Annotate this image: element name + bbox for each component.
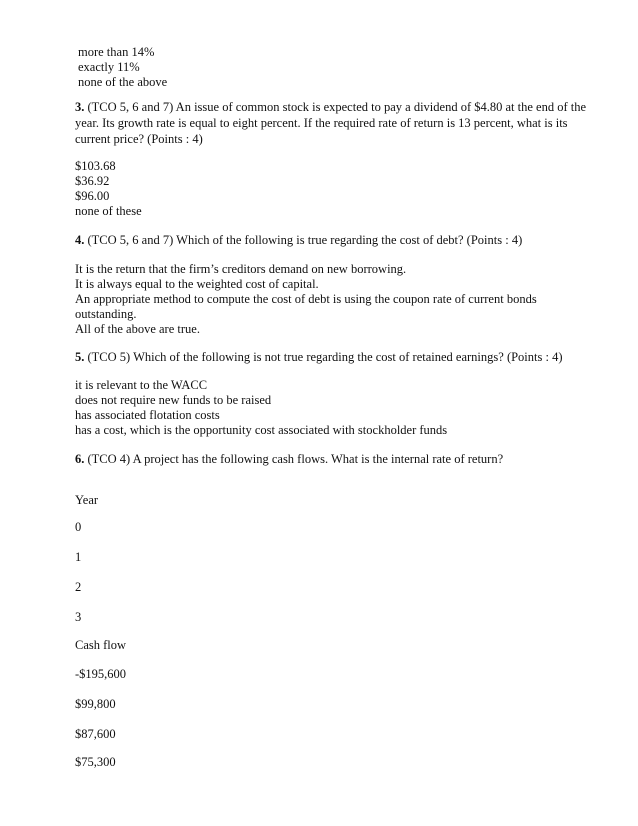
- q2-option-2: exactly 11%: [78, 60, 140, 74]
- q5-option-1: it is relevant to the WACC: [75, 378, 208, 392]
- q4-option-4: All of the above are true.: [75, 322, 200, 336]
- q3-option-3: $96.00: [75, 189, 110, 203]
- q3-text-1: (TCO 5, 6 and 7) An issue of common stock is expected to pay a dividend of $4.80 at the end of the: [84, 100, 587, 114]
- q4-question: [75, 233, 522, 248]
- q6-cash-flow-0: -$195,600: [75, 667, 127, 681]
- q5-text: (TCO 5) Which of the following is not true regarding the cost of retained earnings? (Points : 4): [84, 350, 563, 364]
- q6-cash-label: Cash flow: [75, 638, 127, 652]
- q3-text-3: current price? (Points : 4): [75, 132, 203, 146]
- q4-option-3: An appropriate method to compute the cost of debt is using the coupon rate of current bonds: [75, 292, 537, 306]
- q5-option-2: does not require new funds to be raised: [75, 393, 272, 407]
- q6-year-0: 0: [75, 520, 82, 534]
- q4-text: (TCO 5, 6 and 7) Which of the following is true regarding the cost of debt? (Points : 4): [84, 233, 523, 247]
- q6-year-1: 1: [75, 550, 82, 564]
- q6-cash-flow-2: $87,600: [75, 727, 116, 741]
- q6-year-label: Year: [75, 493, 99, 507]
- q3-option-1: $103.68: [75, 159, 116, 173]
- q5-option-3: has associated flotation costs: [75, 408, 220, 422]
- q4-number: 4.: [75, 233, 85, 247]
- q3-option-4: none of these: [75, 204, 142, 218]
- q4-option-1: It is the return that the firm’s creditors demand on new borrowing.: [75, 262, 407, 276]
- q6-question: [75, 452, 503, 467]
- q5-question: [75, 350, 563, 365]
- q2-option-3: none of the above: [78, 75, 168, 89]
- q4-option-2: It is always equal to the weighted cost of capital.: [75, 277, 319, 291]
- q5-option-4: has a cost, which is the opportunity cost associated with stockholder funds: [75, 423, 448, 437]
- q6-cash-flow-1: $99,800: [75, 697, 116, 711]
- q6-text: (TCO 4) A project has the following cash flows. What is the internal rate of return?: [84, 452, 504, 466]
- q3-text-2: year. Its growth rate is equal to eight percent. If the required rate of return is 13 percent, what is its: [75, 116, 568, 130]
- q3-option-2: $36.92: [75, 174, 110, 188]
- q6-number: 6.: [75, 452, 85, 466]
- q5-number: 5.: [75, 350, 85, 364]
- q3-question-line-1: [75, 100, 586, 115]
- q6-year-2: 2: [75, 580, 82, 594]
- q3-number: 3.: [75, 100, 85, 114]
- q2-option-1: more than 14%: [78, 45, 155, 59]
- q6-cash-flow-3: $75,300: [75, 755, 116, 769]
- q6-year-3: 3: [75, 610, 82, 624]
- q4-option-3-cont: outstanding.: [75, 307, 137, 321]
